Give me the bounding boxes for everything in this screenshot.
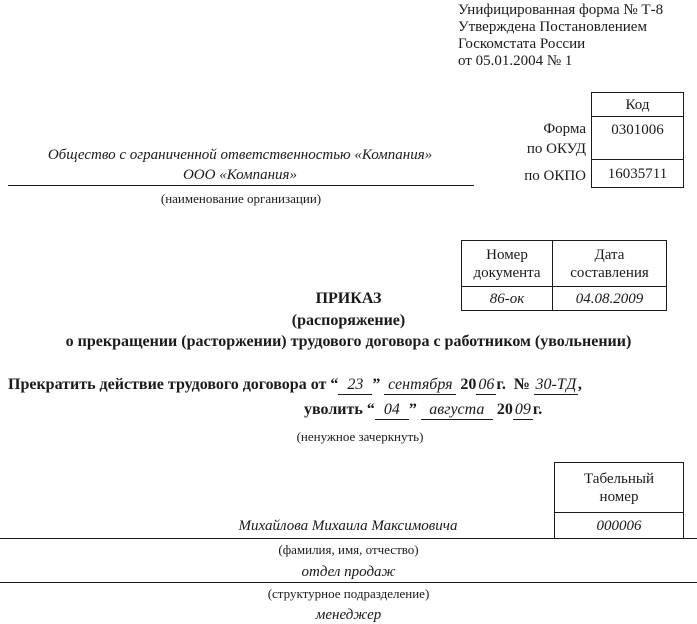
header-approved: Утверждена Постановлением	[458, 19, 647, 35]
contract-number: 30-ТД	[535, 376, 577, 393]
forma-label: Форма	[543, 121, 586, 137]
order-description: о прекращении (расторжении) трудового договора с работником (увольнении)	[65, 333, 632, 350]
header-date: от 05.01.2004 № 1	[458, 53, 573, 69]
org-short-name: ООО «Компания»	[182, 167, 298, 183]
kod-header: Код	[592, 93, 684, 117]
header-goskomstat: Госкомстата России	[458, 36, 586, 52]
okud-value: 0301006	[592, 117, 684, 160]
tab-number-header: Табельный номер	[555, 463, 684, 513]
department-caption: (структурное подразделение)	[267, 586, 430, 601]
employee-name-caption: (фамилия, имя, отчество)	[278, 542, 419, 557]
doc-date-header: Дата составления	[553, 241, 667, 287]
doc-date-value: 04.08.2009	[553, 287, 667, 311]
org-underline	[8, 185, 474, 186]
org-caption: (наименование организации)	[160, 191, 322, 206]
order-title: ПРИКАЗ	[315, 290, 382, 307]
contract-prefix: Прекратить действие трудового договора от	[8, 376, 327, 393]
employee-department: отдел продаж	[301, 564, 396, 580]
order-subtitle: (распоряжение)	[291, 312, 406, 329]
okud-label: по ОКУД	[526, 141, 586, 157]
dismiss-year: 09	[514, 401, 531, 418]
org-full-name: Общество с ограниченной ответственностью «Компания»	[47, 147, 433, 163]
form-header	[458, 2, 663, 70]
employee-name: Михайлова Михаила Максимовича	[238, 518, 458, 534]
department-underline	[0, 582, 697, 583]
contract-line: Прекратить действие трудового договора от “ 23 ” сентября 20 06 г. № 30-ТД,	[8, 376, 582, 393]
contract-year: 06	[478, 376, 495, 393]
doc-number-value: 86-ок	[462, 287, 553, 311]
dismiss-month: августа	[421, 401, 493, 420]
employee-position: менеджер	[315, 607, 382, 623]
okpo-label: по ОКПО	[524, 168, 586, 184]
header-form-name: Унифицированная форма № Т-8	[458, 2, 664, 18]
contract-month: сентября	[384, 376, 456, 395]
employee-name-underline	[0, 538, 697, 539]
codes-table	[591, 92, 684, 188]
dismiss-day: 04	[375, 401, 409, 420]
dismiss-line: уволить “ 04 ” августа 20 09 г.	[304, 401, 543, 418]
dismiss-label: уволить	[304, 401, 363, 418]
okpo-value: 16035711	[592, 160, 684, 188]
strike-caption: (ненужное зачеркнуть)	[296, 429, 424, 444]
tab-number-value: 000006	[555, 513, 684, 539]
contract-day: 23	[338, 376, 372, 395]
doc-number-header: Номер документа	[462, 241, 553, 287]
